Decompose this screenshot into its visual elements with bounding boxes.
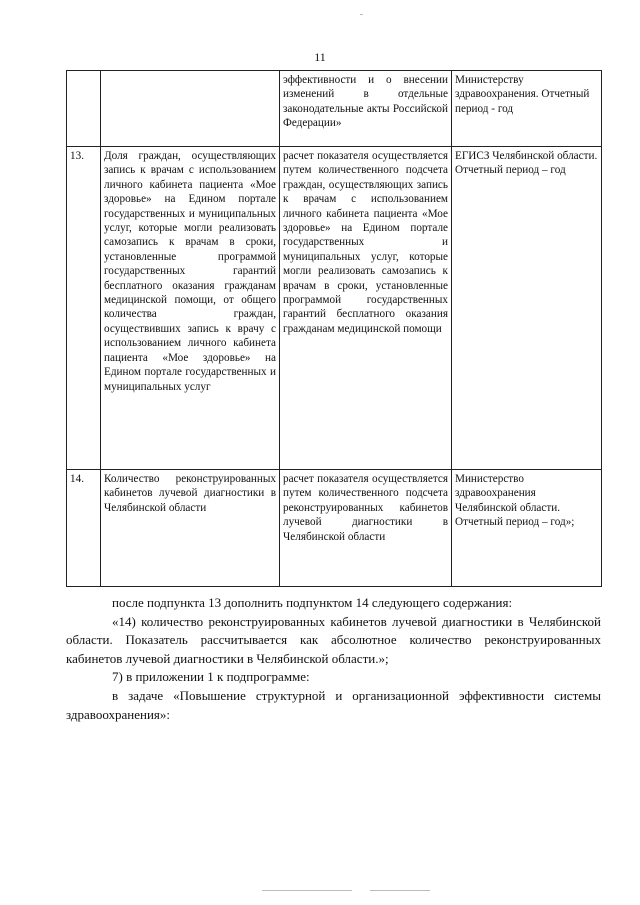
data-source: Министерство здравоохранения Челябинской области. Отчетный период – год»;	[452, 470, 602, 587]
indicator-name: Доля граждан, осуществляющих запись к врачам с использованием личного кабинета пациента «Мое здоровье» на Едином портале государственных и муниципальных услуг, которые могли реализовать самозапись к врачам в сроки, установленные программой государственных гарантий бесплатного оказания гражданам медицинской помощи, от общего количества граждан, осуществивших запись к врачу с использованием личного кабинета пациента «Мое здоровье» на Едином портале государственных и муниципальных услуг	[101, 147, 280, 470]
paragraph: после подпункта 13 дополнить подпунктом 14 следующего содержания:	[112, 595, 513, 610]
table-row	[67, 147, 602, 470]
paragraph: «14) количество реконструированных кабинетов лучевой диагностики в Челябинской области. Показатель рассчитывается как абсолютное количество реконструированных кабинетов лучевой диагностики в Челябинской области.»;	[66, 613, 601, 666]
scan-artifact	[262, 890, 352, 891]
indicator-name	[101, 71, 280, 147]
calculation-method: расчет показателя осуществляется путем количественного подсчета граждан, осуществляющих запись к врачам с использованием личного кабинета пациента «Мое здоровье» на Едином портале государственных и муниципальных услуг, которые могли реализовать самозапись к врачам в сроки, установленные программой государственных гарантий бесплатного оказания гражданам медицинской помощи	[280, 147, 452, 470]
row-number	[67, 71, 101, 147]
data-source: ЕГИСЗ Челябинской области. Отчетный период – год	[452, 147, 602, 470]
page-number: 11	[314, 50, 326, 64]
scan-artifact	[360, 14, 363, 15]
scan-artifact	[370, 890, 430, 891]
indicators-table	[66, 70, 602, 587]
indicator-name: Количество реконструированных кабинетов лучевой диагностики в Челябинской области	[101, 470, 280, 587]
calculation-method: расчет показателя осуществляется путем количественного подсчета реконструированных кабинетов лучевой диагностики в Челябинской области	[280, 470, 452, 587]
table-row	[67, 470, 602, 587]
data-source: Министерству здравоохранения. Отчетный период - год	[452, 71, 602, 147]
calculation-method: эффективности и о внесении изменений в отдельные законодательные акты Российской Федерации»	[280, 71, 452, 147]
amendment-text	[66, 594, 601, 724]
table-row	[67, 71, 602, 147]
row-number: 13.	[67, 147, 101, 470]
paragraph: 7) в приложении 1 к подпрограмме:	[112, 669, 310, 685]
paragraph: в задаче «Повышение структурной и организационной эффективности системы здравоохранения»:	[66, 687, 601, 722]
row-number: 14.	[67, 470, 101, 587]
